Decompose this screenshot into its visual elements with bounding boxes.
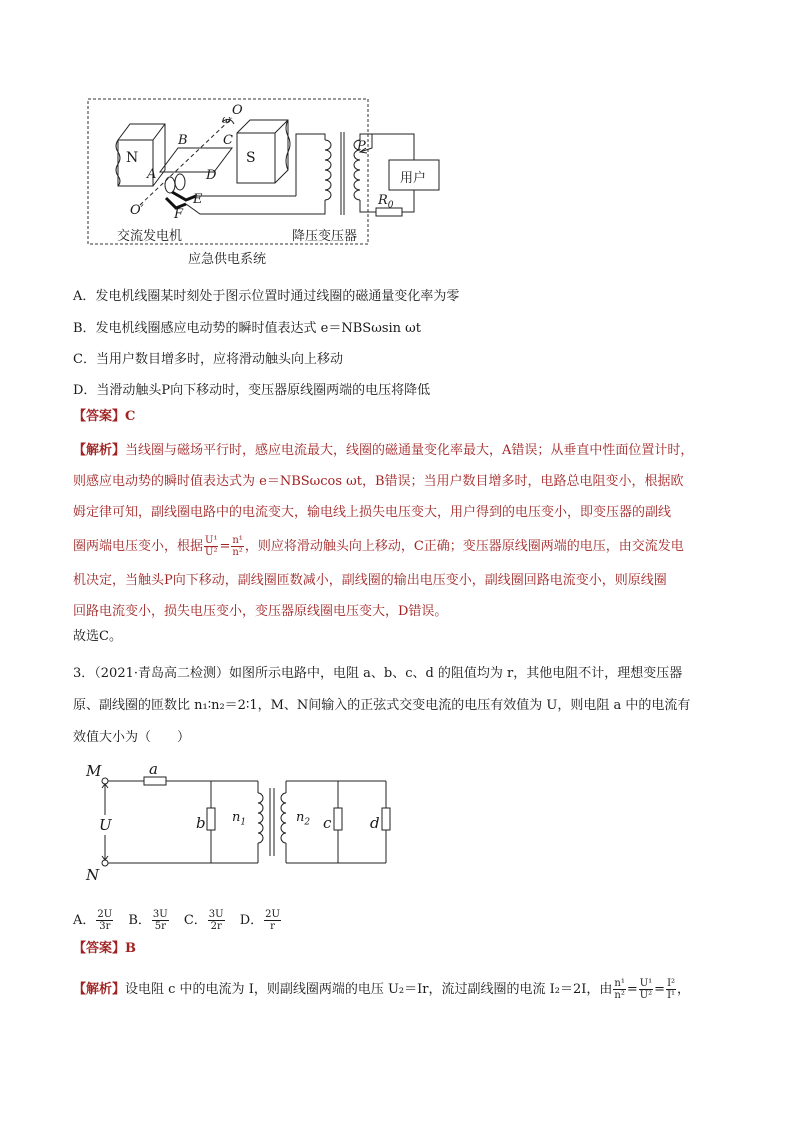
fraction-n: $\frac{\text{n¹}}{\text{n²}}$: [232, 535, 243, 558]
resistor-b: [207, 808, 215, 830]
label-b: B: [178, 133, 188, 148]
label-c: C: [223, 133, 233, 148]
primary-coil: [258, 793, 263, 843]
label-p: P: [357, 139, 366, 154]
q2-analysis-line-4: 圈两端电压变小，根据 $\frac{\text{U¹}}{\text{U²}}$ = $\frac{\text{n¹}}{\text{n²}}$ ，则应将滑动触头向上移动，C正确；变压器原线圈两端的电压，由交流发电: [73, 535, 684, 558]
fraction-u: $\frac{\text{U¹}}{\text{U²}}$: [205, 535, 218, 558]
label-n2: $n_2$: [296, 810, 311, 828]
answer-tag: 【答案】: [73, 941, 126, 956]
analysis-tag: 【解析】: [73, 443, 126, 458]
answer-value: C: [125, 409, 136, 424]
q2-option-b: B．发电机线圈感应电动势的瞬时值表达式 e＝NBSωsin ωt: [73, 321, 421, 336]
label-n1: $n_1$: [232, 810, 247, 828]
circuit-diagram: [0, 760, 794, 920]
s-magnet: [237, 120, 290, 183]
q2-analysis-line-2: 则感应电动势的瞬时值表达式为 e＝NBSωcos ωt，B错误；当用户数目增多时，电路总电阻变小，根据欧: [73, 474, 684, 489]
slip-ring-2: [175, 174, 185, 190]
q2-analysis-line-5: 机决定，当触头P向下移动，副线圈匝数减小，副线圈的输出电压变小，副线圈回路电流变小，则原线圈: [73, 573, 667, 588]
label-d: D: [206, 168, 217, 183]
q3-stem-line-2: 原、副线圈的匝数比 n₁∶n₂＝2∶1，M、N间输入的正弦式交变电流的电压有效值为 U，则电阻 a 中的电流有: [73, 698, 691, 713]
option-c-fraction: $\frac{3U}{2r}$: [208, 909, 224, 932]
label-n: N: [86, 866, 100, 884]
q3-answer: [73, 940, 136, 958]
answer-tag: 【答案】: [73, 409, 126, 424]
q2-analysis-line-1: [73, 442, 693, 460]
n-magnet: [116, 124, 165, 186]
analysis-text: ，则应将滑动触头向上移动，C正确；变压器原线圈两端的电压，由交流发电: [244, 539, 684, 554]
transformer-label: 降压变压器: [292, 229, 358, 244]
label-s: S: [246, 150, 256, 166]
label-o-prime: O′: [130, 203, 144, 218]
option-b-fraction: $\frac{3U}{5r}$: [152, 909, 168, 932]
q2-option-a: A．发电机线圈某时刻处于图示位置时通过线圈的磁通量变化率为零: [73, 289, 460, 304]
label-n: N: [126, 150, 139, 166]
label-b: b: [196, 814, 206, 832]
q3-options: [73, 906, 282, 936]
terminal-n: [102, 860, 108, 866]
label-c: c: [323, 814, 332, 832]
slip-ring-1: [165, 177, 175, 193]
primary-coil: [325, 140, 331, 200]
q2-option-d: D．当滑动触头P向下移动时，变压器原线圈两端的电压将降低: [73, 383, 431, 398]
q2-analysis-line-6: 回路电流变小，损失电压变小，变压器原线圈电压变大，D错误。: [73, 604, 448, 619]
label-omega: ω: [222, 113, 231, 126]
label-a: A: [147, 167, 157, 182]
analysis-text: 设电阻 c 中的电流为 I，则副线圈两端的电压 U₂＝Ir，流过副线圈的电流 I₂＝2I，由: [125, 982, 613, 997]
user-box-label: 用户: [400, 171, 427, 186]
label-o: O: [232, 103, 243, 118]
q3-analysis: 【解析】设电阻 c 中的电流为 I，则副线圈两端的电压 U₂＝Ir，流过副线圈的电流 I₂＝2I，由 $\frac{\text{n¹}}{\text{n²}}$ = $\frac{\text{U¹}}{\text{U²}}$ = $\frac{\text{I²}}{\text{I¹}}$ ，: [73, 978, 691, 1001]
option-d-fraction: $\frac{2U}{r}$: [265, 909, 280, 932]
fraction-i: $\frac{\text{I²}}{\text{I¹}}$: [667, 978, 676, 1001]
option-key: B．: [128, 913, 151, 928]
label-f: F: [174, 207, 184, 222]
q2-option-c: C．当用户数目增多时，应将滑动触头向上移动: [73, 352, 343, 367]
label-m: M: [86, 762, 102, 780]
figure-caption: 应急供电系统: [188, 252, 267, 267]
option-key: A．: [73, 913, 96, 928]
answer-value: B: [125, 941, 137, 956]
generator-label: 交流发电机: [117, 229, 183, 244]
option-a-fraction: $\frac{2U}{3r}$: [97, 909, 113, 932]
wire-bottom: [186, 200, 325, 214]
resistor-c: [334, 808, 342, 830]
secondary-coil: [281, 793, 286, 843]
label-a: a: [149, 760, 158, 778]
option-key: C．: [183, 913, 207, 928]
option-key: D．: [239, 913, 264, 928]
analysis-tag: 【解析】: [73, 982, 126, 997]
terminal-m: [102, 778, 108, 784]
q2-answer: [73, 408, 135, 426]
label-d: d: [370, 814, 380, 832]
analysis-text: 圈两端电压变小，根据: [73, 539, 204, 554]
q2-conclusion: 故选C。: [73, 629, 122, 644]
analysis-tail: ，: [677, 982, 691, 997]
label-e: E: [193, 192, 203, 207]
analysis-text: 当线圈与磁场平行时，感应电流最大，线圈的磁通量变化率最大，A错误；从垂直中性面位置计时，: [125, 443, 694, 458]
q2-analysis-line-3: 姆定律可知，副线圈电路中的电流变大，输电线上损失电压变大，用户得到的电压变小，即变压器的副线: [73, 505, 672, 520]
fraction-u: $\frac{\text{U¹}}{\text{U²}}$: [639, 978, 653, 1001]
resistor-d: [382, 808, 390, 830]
q3-stem-line-1: 3．（2021·青岛高二检测）如图所示电路中，电阻 a、b、c、d 的阻值均为 r，其他电阻不计，理想变压器: [73, 666, 683, 681]
q3-stem-line-3: 效值大小为（ ）: [73, 730, 191, 745]
label-r0: $R_0$: [378, 193, 394, 211]
resistor-a: [144, 777, 166, 785]
rotation-axis: [140, 118, 232, 205]
label-u: U: [99, 816, 112, 834]
fraction-n: $\frac{\text{n¹}}{\text{n²}}$: [614, 978, 625, 1001]
